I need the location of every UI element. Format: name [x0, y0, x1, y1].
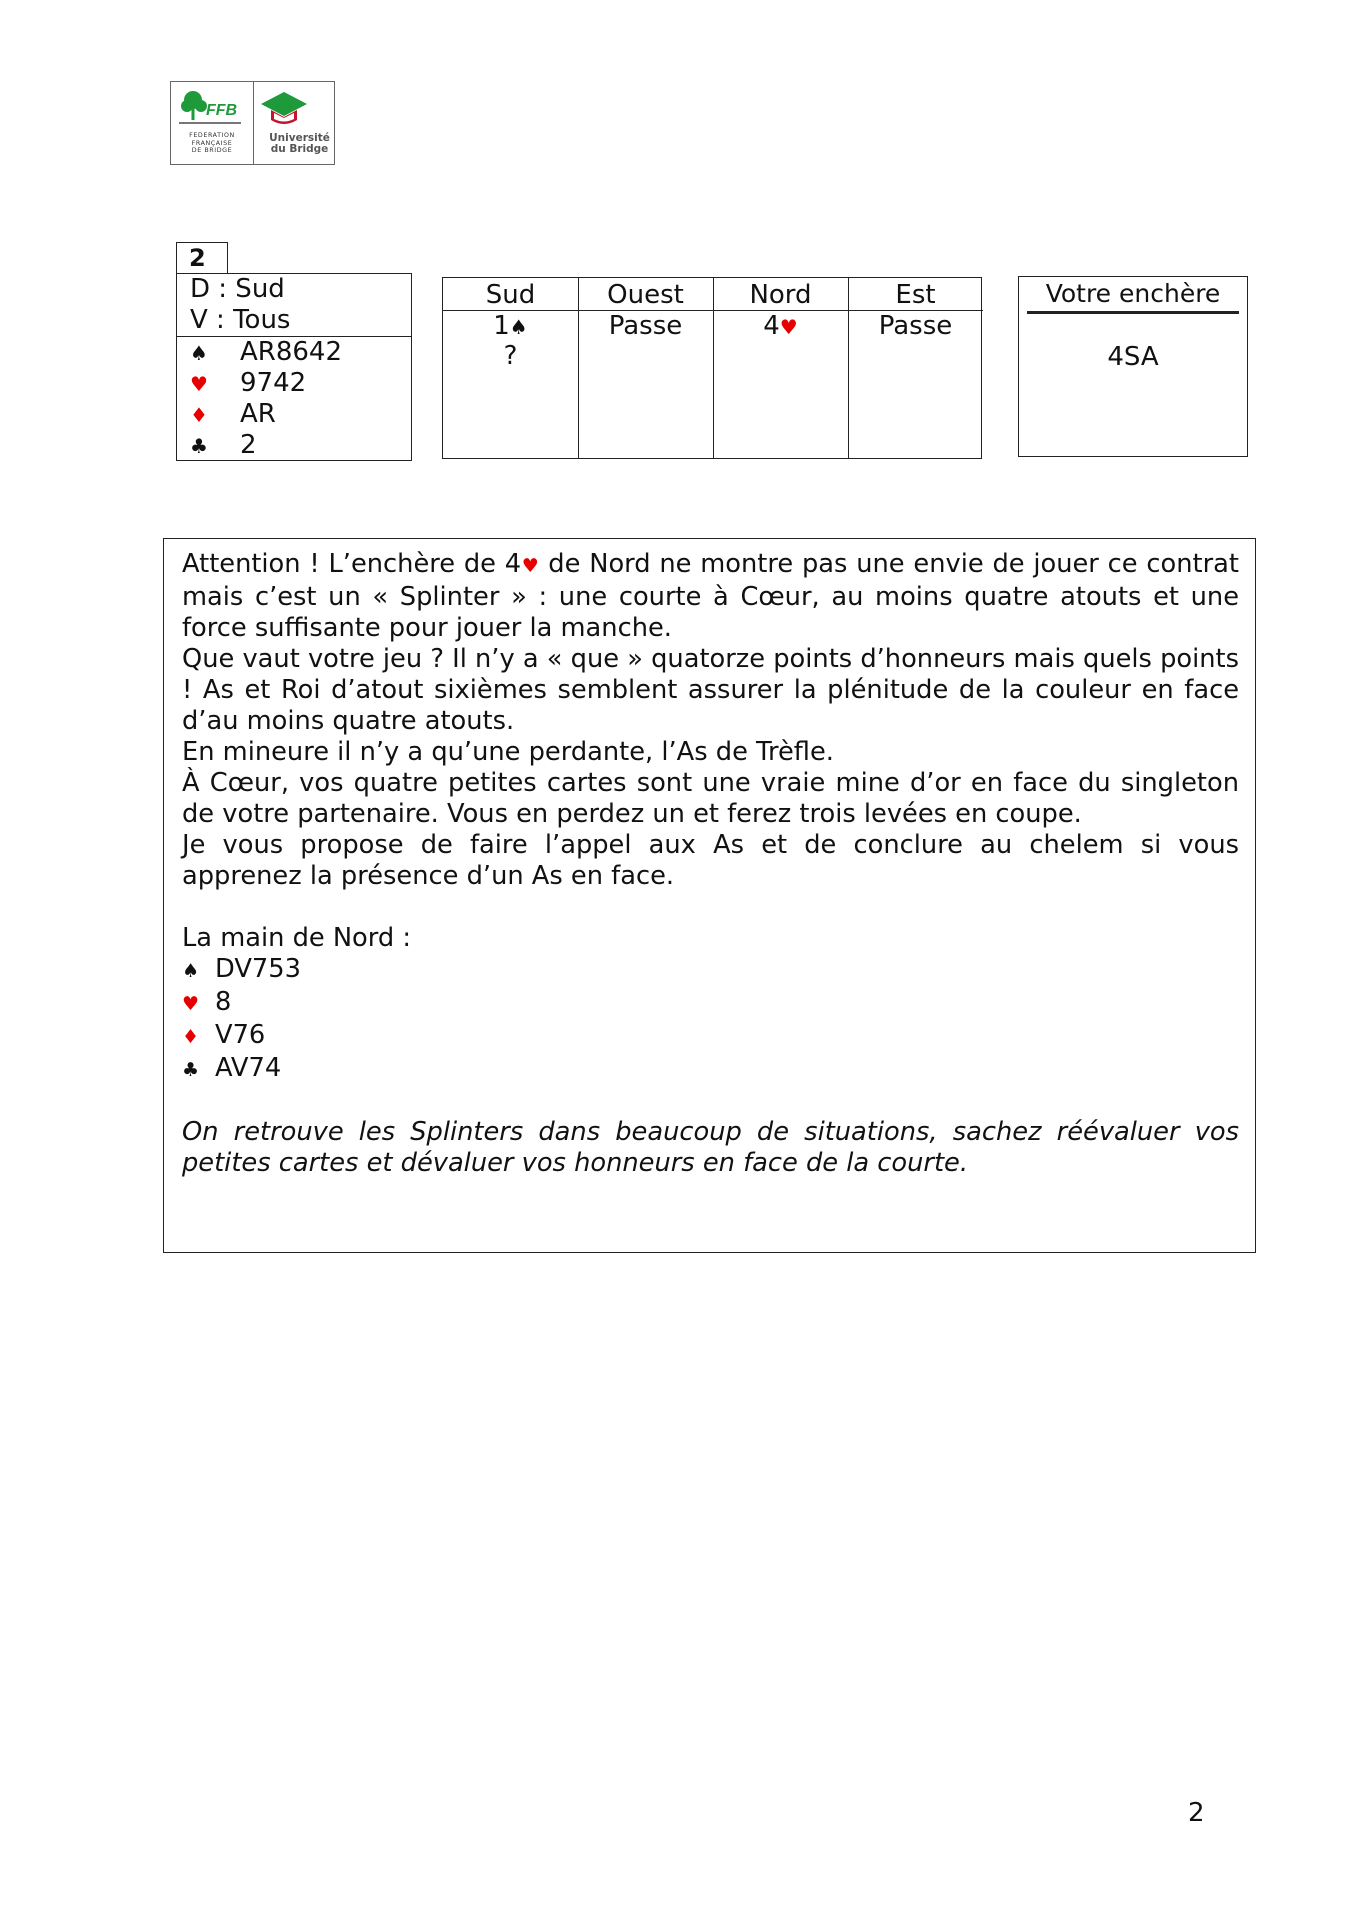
auction-bid [713, 311, 848, 341]
spade-icon: ♠ [182, 960, 200, 982]
north-diamond-cards: V76 [215, 1020, 266, 1050]
commentary-paragraph: En mineure il n’y a qu’une perdante, l’As de Trèfle. [182, 737, 834, 767]
north-hand-row-spades [182, 954, 1239, 987]
hand-row-diamonds [177, 399, 411, 430]
diamond-icon: ♦ [190, 403, 208, 427]
answer-title: Votre enchère [1045, 279, 1221, 308]
answer-divider [1027, 311, 1239, 314]
spade-cards: AR8642 [240, 337, 343, 367]
auction-header-est: Est [848, 278, 983, 311]
page-number: 2 [1188, 1798, 1205, 1828]
header-logo [170, 81, 335, 165]
commentary-conclusion: On retrouve les Splinters dans beaucoup de situations, sachez réévaluer vos petites cartes et dévaluer vos honneurs en face de la courte. [182, 1117, 1239, 1178]
auction-column-est [848, 278, 983, 458]
dealer-line: D : Sud [190, 274, 285, 304]
commentary-paragraph: À Cœur, vos quatre petites cartes sont une vraie mine d’or en face du singleton de votre partenaire. Vous en perdez un et ferez trois levées en coupe. [182, 768, 1239, 829]
south-hand-box [176, 273, 412, 461]
diamond-icon: ♦ [182, 1026, 200, 1048]
north-hand-title: La main de Nord : [182, 923, 412, 953]
auction-bid: Passe [608, 311, 683, 341]
auction-column-nord [713, 278, 849, 458]
auction-column-ouest [578, 278, 714, 458]
auction-header-ouest: Ouest [578, 278, 713, 311]
diamond-cards: AR [240, 399, 276, 429]
hand-row-spades [177, 336, 411, 368]
commentary-paragraph [182, 549, 1239, 644]
spade-icon: ♠ [509, 315, 528, 339]
ffb-name-line: FEDERATION [189, 132, 235, 139]
hand-row-clubs [177, 430, 411, 461]
spacer [182, 892, 1239, 923]
commentary-text: de Nord ne montre pas une envie de jouer ce contrat mais c’est un « Splinter » : une courte à Cœur, au moins quatre atouts et une force suffisante pour jouer la manche. [182, 549, 1239, 643]
universite-logo [253, 82, 335, 164]
heart-icon: ♥ [521, 555, 540, 577]
universite-line: du Bridge [270, 143, 329, 155]
commentary-text: Attention ! L’enchère de 4 [182, 549, 522, 579]
heart-icon: ♥ [190, 372, 208, 396]
auction-header-nord: Nord [713, 278, 848, 311]
bid-level: 4 [763, 311, 780, 341]
commentary-paragraph: Que vaut votre jeu ? Il n’y a « que » quatorze points d’honneurs mais quels points ! As et Roi d’atout sixièmes semblent assurer la plénitude de la couleur en face d’au moins quatre atouts. [182, 644, 1239, 736]
universite-line: Université [269, 132, 330, 144]
club-cards: 2 [240, 430, 257, 460]
north-hand-row-diamonds [182, 1020, 1239, 1053]
auction-bid [443, 311, 578, 341]
commentary-paragraph: Je vous propose de faire l’appel aux As et de conclure au chelem si vous apprenez la présence d’un As en face. [182, 830, 1239, 891]
commentary-box [163, 538, 1256, 1253]
heart-cards: 9742 [240, 368, 307, 398]
deal-number: 2 [176, 242, 228, 274]
answer-bid: 4SA [1107, 342, 1159, 372]
club-icon: ♣ [190, 434, 208, 458]
ffb-tree-icon [179, 88, 249, 128]
vulnerability-line: V : Tous [190, 305, 291, 335]
answer-box [1018, 276, 1248, 457]
auction-header-sud: Sud [443, 278, 578, 311]
mortarboard-icon [261, 90, 307, 130]
ffb-name [179, 132, 245, 155]
bid-level: 1 [493, 311, 510, 341]
club-icon: ♣ [182, 1059, 200, 1081]
ffb-logo [171, 82, 254, 164]
north-heart-cards: 8 [215, 987, 232, 1017]
ffb-abbrev: FFB [206, 102, 238, 119]
spade-icon: ♠ [190, 341, 208, 365]
universite-name [265, 133, 335, 155]
spacer [182, 1086, 1239, 1117]
north-club-cards: AV74 [215, 1053, 282, 1083]
auction-column-sud [443, 278, 579, 458]
auction-table [442, 277, 982, 459]
ffb-name-line: DE BRIDGE [191, 147, 233, 154]
auction-bid-question: ? [503, 341, 518, 371]
heart-icon: ♥ [779, 315, 798, 339]
auction-bid: Passe [878, 311, 953, 341]
north-spade-cards: DV753 [215, 954, 301, 984]
north-hand-row-hearts [182, 987, 1239, 1020]
north-hand-row-clubs [182, 1053, 1239, 1086]
heart-icon: ♥ [182, 993, 200, 1015]
ffb-name-line: FRANÇAISE [191, 139, 233, 147]
hand-row-hearts [177, 368, 411, 399]
